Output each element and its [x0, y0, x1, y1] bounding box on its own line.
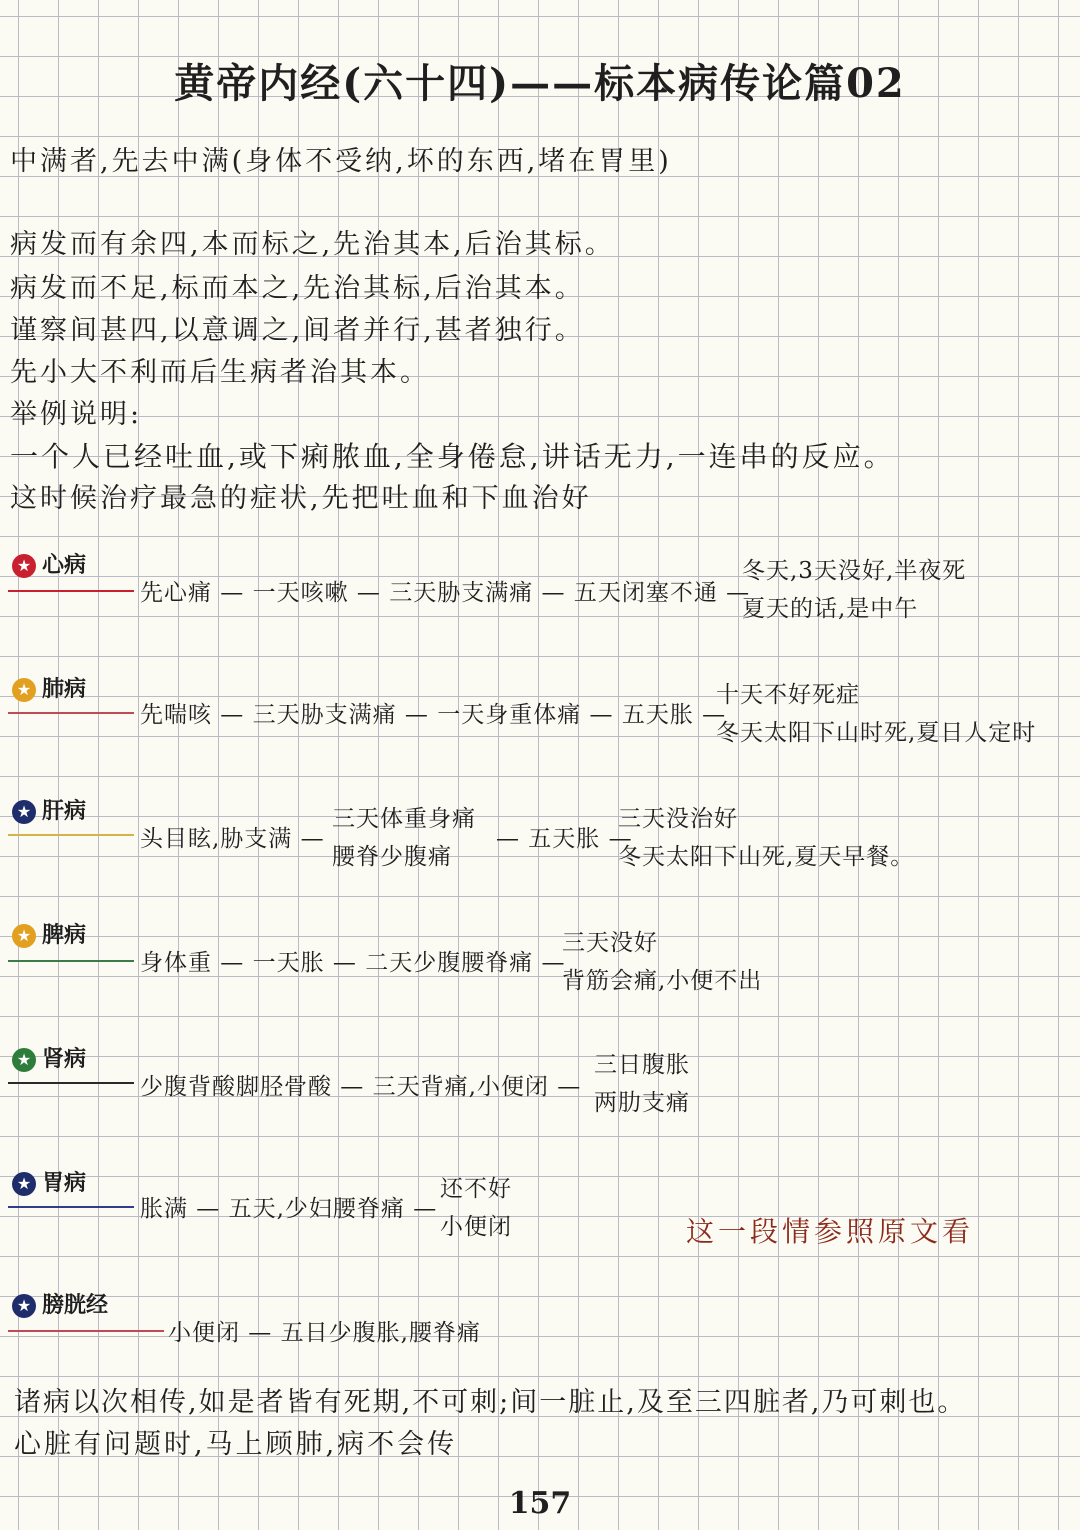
disease-liver-branch-1: 三天没治好: [618, 806, 738, 832]
disease-spleen-chain: 身体重 — 一天胀 — 二天少腹腰脊痛 —: [140, 950, 566, 976]
disease-lung-label: ★ 肺病: [12, 672, 86, 703]
side-note: 这一段情参照原文看: [686, 1215, 975, 1248]
disease-stomach-branch-2: 小便闭: [440, 1214, 512, 1240]
star-icon: ★: [12, 924, 36, 948]
disease-stomach-label: ★ 胃病: [12, 1166, 86, 1197]
underline-stomach: [8, 1206, 134, 1208]
underline-spleen: [8, 960, 134, 962]
disease-bladder-label: ★ 膀胱经: [12, 1288, 108, 1319]
star-icon: ★: [12, 554, 36, 578]
underline-liver: [8, 834, 134, 836]
page-number: 157: [508, 1486, 572, 1521]
disease-stomach-branch-1: 还不好: [440, 1176, 512, 1202]
disease-liver-chain-2: — 五天胀 —: [496, 826, 633, 852]
page-title: 黄帝内经(六十四)——标本病传论篇02: [174, 60, 906, 107]
paragraph-4: 先小大不利而后生病者治其本。: [10, 357, 430, 388]
underline-bladder: [8, 1330, 164, 1332]
disease-kidney-branch-2: 两肋支痛: [594, 1090, 690, 1116]
closing-line-1: 诸病以次相传,如是者皆有死期,不可刺;间一脏止,及至三四脏者,乃可刺也。: [14, 1387, 967, 1418]
disease-lung-branch-2: 冬天太阳下山时死,夏日人定时: [716, 720, 1037, 746]
disease-liver-chain: 头目眩,胁支满 —: [140, 826, 325, 852]
disease-liver-mid-1: 三天体重身痛: [332, 806, 476, 832]
intro-line: 中满者,先去中满(身体不受纳,坏的东西,堵在胃里): [10, 146, 672, 177]
disease-heart-branch-2: 夏天的话,是中午: [742, 596, 919, 622]
underline-heart: [8, 590, 134, 592]
closing-line-2: 心脏有问题时,马上顾肺,病不会传: [14, 1429, 458, 1460]
underline-lung: [8, 712, 134, 714]
star-icon: ★: [12, 1172, 36, 1196]
disease-heart-branch-1: 冬天,3天没好,半夜死: [742, 558, 967, 584]
paragraph-1: 病发而有余四,本而标之,先治其本,后治其标。: [10, 229, 615, 260]
paragraph-3: 谨察间甚四,以意调之,间者并行,甚者独行。: [10, 315, 585, 346]
disease-bladder-chain: 小便闭 — 五日少腹胀,腰脊痛: [168, 1320, 481, 1346]
disease-spleen-branch-1: 三天没好: [562, 930, 658, 956]
paragraph-5: 举例说明:: [10, 399, 143, 430]
disease-heart-label: ★ 心病: [12, 548, 86, 579]
disease-stomach-chain: 胀满 — 五天,少妇腰脊痛 —: [140, 1196, 438, 1222]
star-icon: ★: [12, 1294, 36, 1318]
disease-lung-chain: 先喘咳 — 三天胁支满痛 — 一天身重体痛 — 五天胀 —: [140, 702, 727, 728]
disease-spleen-label: ★ 脾病: [12, 918, 86, 949]
paragraph-7: 这时候治疗最急的症状,先把吐血和下血治好: [10, 483, 592, 514]
disease-spleen-branch-2: 背筋会痛,小便不出: [562, 968, 763, 994]
star-icon: ★: [12, 678, 36, 702]
disease-liver-branch-2: 冬天太阳下山死,夏天早餐。: [618, 844, 915, 870]
disease-heart-chain: 先心痛 — 一天咳嗽 — 三天胁支满痛 — 五天闭塞不通 —: [140, 580, 751, 606]
underline-kidney: [8, 1082, 134, 1084]
disease-liver-label: ★ 肝病: [12, 794, 86, 825]
paragraph-2: 病发而不足,标而本之,先治其标,后治其本。: [10, 273, 585, 304]
disease-liver-mid-2: 腰脊少腹痛: [332, 844, 452, 870]
star-icon: ★: [12, 1048, 36, 1072]
disease-kidney-label: ★ 肾病: [12, 1042, 86, 1073]
disease-kidney-branch-1: 三日腹胀: [594, 1052, 690, 1078]
star-icon: ★: [12, 800, 36, 824]
paragraph-6: 一个人已经吐血,或下痢脓血,全身倦怠,讲话无力,一连串的反应。: [10, 440, 895, 473]
disease-kidney-chain: 少腹背酸脚胫骨酸 — 三天背痛,小便闭 —: [140, 1074, 582, 1100]
disease-lung-branch-1: 十天不好死症: [716, 682, 860, 708]
